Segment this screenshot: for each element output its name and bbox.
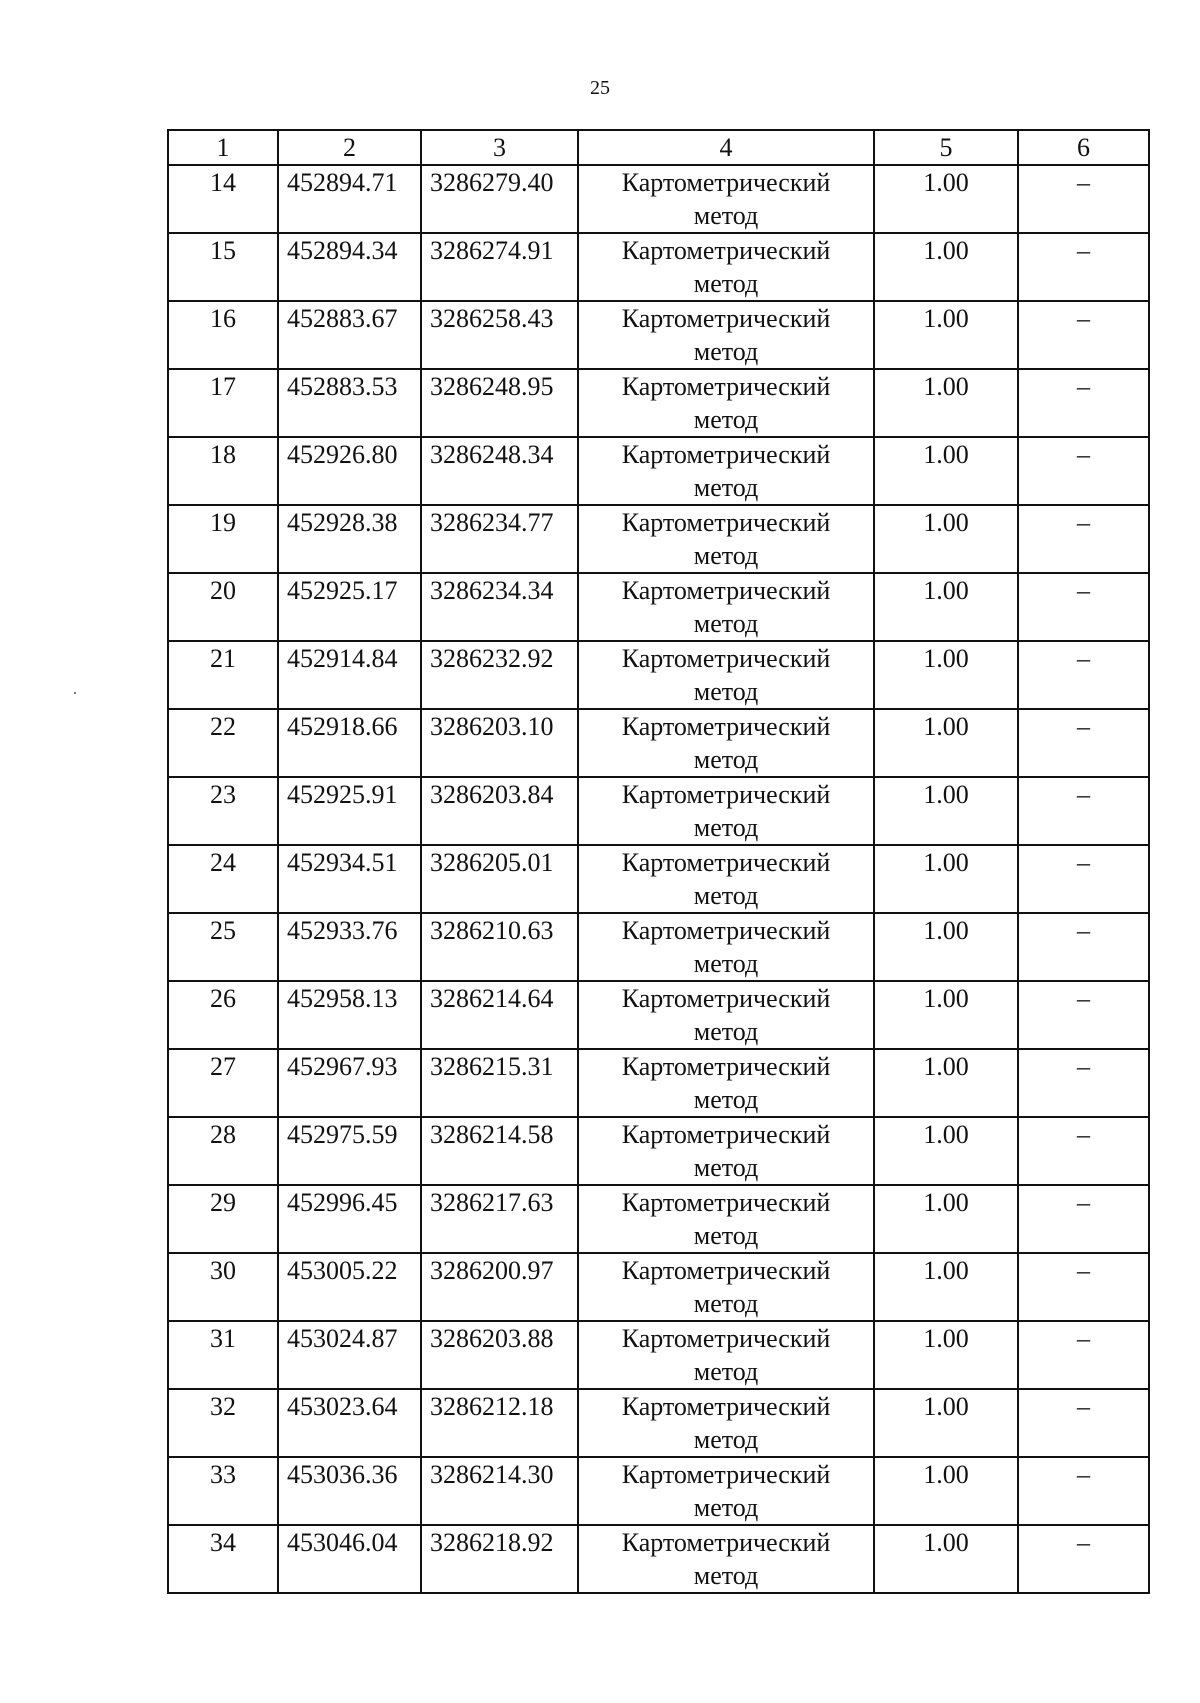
method-line-2: метод — [693, 337, 759, 366]
point-number-cell: 28 — [168, 1117, 278, 1185]
method-cell — [578, 709, 874, 777]
method-cell — [578, 301, 874, 369]
table-row — [168, 301, 1149, 369]
method-line-2: метод — [693, 949, 759, 978]
scan-speck — [74, 692, 76, 694]
method-line-2: метод — [693, 881, 759, 910]
accuracy-cell: 1.00 — [874, 165, 1018, 233]
point-number-cell: 25 — [168, 913, 278, 981]
method-line-2: метод — [693, 1085, 759, 1114]
accuracy-cell: 1.00 — [874, 913, 1018, 981]
table-row — [168, 573, 1149, 641]
method-line-1: Картометрический — [621, 576, 831, 605]
y-coordinate-cell: 3286214.30 — [421, 1457, 578, 1525]
x-coordinate-cell: 452934.51 — [278, 845, 421, 913]
note-cell: – — [1018, 369, 1149, 437]
note-cell: – — [1018, 845, 1149, 913]
x-coordinate-cell: 452925.91 — [278, 777, 421, 845]
note-cell: – — [1018, 1049, 1149, 1117]
method-line-1: Картометрический — [621, 168, 831, 197]
y-coordinate-cell: 3286279.40 — [421, 165, 578, 233]
note-cell: – — [1018, 1253, 1149, 1321]
note-cell: – — [1018, 301, 1149, 369]
method-line-1: Картометрический — [621, 1052, 831, 1081]
method-cell — [578, 505, 874, 573]
method-cell — [578, 1185, 874, 1253]
method-cell — [578, 845, 874, 913]
note-cell: – — [1018, 641, 1149, 709]
coordinates-table — [167, 129, 1150, 1594]
table-row — [168, 1253, 1149, 1321]
accuracy-cell: 1.00 — [874, 301, 1018, 369]
accuracy-cell: 1.00 — [874, 573, 1018, 641]
x-coordinate-cell: 452958.13 — [278, 981, 421, 1049]
note-cell: – — [1018, 777, 1149, 845]
method-line-2: метод — [693, 1289, 759, 1318]
method-line-2: метод — [693, 473, 759, 502]
x-coordinate-cell: 452883.53 — [278, 369, 421, 437]
method-cell — [578, 1117, 874, 1185]
accuracy-cell: 1.00 — [874, 1321, 1018, 1389]
method-line-1: Картометрический — [621, 236, 831, 265]
x-coordinate-cell: 453005.22 — [278, 1253, 421, 1321]
x-coordinate-cell: 453036.36 — [278, 1457, 421, 1525]
method-line-1: Картометрический — [621, 372, 831, 401]
y-coordinate-cell: 3286232.92 — [421, 641, 578, 709]
point-number-cell: 15 — [168, 233, 278, 301]
note-cell: – — [1018, 1185, 1149, 1253]
method-line-2: метод — [693, 541, 759, 570]
note-cell: – — [1018, 1389, 1149, 1457]
note-cell: – — [1018, 1321, 1149, 1389]
header-cell: 2 — [278, 130, 421, 165]
method-line-2: метод — [693, 405, 759, 434]
table-row — [168, 1389, 1149, 1457]
point-number-cell: 23 — [168, 777, 278, 845]
accuracy-cell: 1.00 — [874, 1049, 1018, 1117]
method-line-2: метод — [693, 677, 759, 706]
y-coordinate-cell: 3286203.88 — [421, 1321, 578, 1389]
method-line-1: Картометрический — [621, 984, 831, 1013]
method-cell — [578, 437, 874, 505]
y-coordinate-cell: 3286203.10 — [421, 709, 578, 777]
method-line-2: метод — [693, 269, 759, 298]
y-coordinate-cell: 3286248.34 — [421, 437, 578, 505]
method-cell — [578, 981, 874, 1049]
method-cell — [578, 1253, 874, 1321]
x-coordinate-cell: 453024.87 — [278, 1321, 421, 1389]
method-cell — [578, 1321, 874, 1389]
accuracy-cell: 1.00 — [874, 641, 1018, 709]
point-number-cell: 30 — [168, 1253, 278, 1321]
method-cell — [578, 1049, 874, 1117]
note-cell: – — [1018, 233, 1149, 301]
method-line-1: Картометрический — [621, 1528, 831, 1557]
method-line-1: Картометрический — [621, 848, 831, 877]
method-line-2: метод — [693, 201, 759, 230]
point-number-cell: 18 — [168, 437, 278, 505]
method-line-2: метод — [693, 1221, 759, 1250]
table-row — [168, 505, 1149, 573]
point-number-cell: 26 — [168, 981, 278, 1049]
page-number: 25 — [590, 77, 610, 99]
method-line-1: Картометрический — [621, 304, 831, 333]
method-cell — [578, 1525, 874, 1593]
table-row — [168, 845, 1149, 913]
method-line-1: Картометрический — [621, 712, 831, 741]
note-cell: – — [1018, 1525, 1149, 1593]
y-coordinate-cell: 3286274.91 — [421, 233, 578, 301]
point-number-cell: 19 — [168, 505, 278, 573]
y-coordinate-cell: 3286215.31 — [421, 1049, 578, 1117]
accuracy-cell: 1.00 — [874, 1389, 1018, 1457]
note-cell: – — [1018, 913, 1149, 981]
point-number-cell: 16 — [168, 301, 278, 369]
method-line-1: Картометрический — [621, 440, 831, 469]
y-coordinate-cell: 3286205.01 — [421, 845, 578, 913]
point-number-cell: 20 — [168, 573, 278, 641]
x-coordinate-cell: 452883.67 — [278, 301, 421, 369]
method-line-1: Картометрический — [621, 1256, 831, 1285]
table-row — [168, 777, 1149, 845]
header-cell: 5 — [874, 130, 1018, 165]
accuracy-cell: 1.00 — [874, 233, 1018, 301]
method-cell — [578, 165, 874, 233]
method-cell — [578, 573, 874, 641]
y-coordinate-cell: 3286212.18 — [421, 1389, 578, 1457]
method-cell — [578, 1457, 874, 1525]
table-row — [168, 437, 1149, 505]
y-coordinate-cell: 3286234.34 — [421, 573, 578, 641]
x-coordinate-cell: 452996.45 — [278, 1185, 421, 1253]
point-number-cell: 24 — [168, 845, 278, 913]
point-number-cell: 17 — [168, 369, 278, 437]
y-coordinate-cell: 3286210.63 — [421, 913, 578, 981]
note-cell: – — [1018, 437, 1149, 505]
method-line-1: Картометрический — [621, 1324, 831, 1353]
accuracy-cell: 1.00 — [874, 1117, 1018, 1185]
method-line-2: метод — [693, 1561, 759, 1590]
accuracy-cell: 1.00 — [874, 981, 1018, 1049]
method-line-2: метод — [693, 1493, 759, 1522]
table-row — [168, 1321, 1149, 1389]
y-coordinate-cell: 3286214.64 — [421, 981, 578, 1049]
method-line-2: метод — [693, 609, 759, 638]
table-row — [168, 1049, 1149, 1117]
table-row — [168, 709, 1149, 777]
method-line-2: метод — [693, 1357, 759, 1386]
note-cell: – — [1018, 1457, 1149, 1525]
table-row — [168, 1525, 1149, 1593]
method-cell — [578, 233, 874, 301]
accuracy-cell: 1.00 — [874, 845, 1018, 913]
method-line-1: Картометрический — [621, 1460, 831, 1489]
point-number-cell: 21 — [168, 641, 278, 709]
accuracy-cell: 1.00 — [874, 1253, 1018, 1321]
accuracy-cell: 1.00 — [874, 369, 1018, 437]
method-line-1: Картометрический — [621, 508, 831, 537]
header-cell: 3 — [421, 130, 578, 165]
accuracy-cell: 1.00 — [874, 505, 1018, 573]
accuracy-cell: 1.00 — [874, 437, 1018, 505]
table-row — [168, 1117, 1149, 1185]
method-cell — [578, 369, 874, 437]
x-coordinate-cell: 452914.84 — [278, 641, 421, 709]
method-line-1: Картометрический — [621, 1188, 831, 1217]
note-cell: – — [1018, 505, 1149, 573]
method-line-1: Картометрический — [621, 916, 831, 945]
accuracy-cell: 1.00 — [874, 1457, 1018, 1525]
note-cell: – — [1018, 1117, 1149, 1185]
accuracy-cell: 1.00 — [874, 709, 1018, 777]
y-coordinate-cell: 3286218.92 — [421, 1525, 578, 1593]
x-coordinate-cell: 452918.66 — [278, 709, 421, 777]
y-coordinate-cell: 3286203.84 — [421, 777, 578, 845]
table-row — [168, 165, 1149, 233]
x-coordinate-cell: 452928.38 — [278, 505, 421, 573]
table-row — [168, 1185, 1149, 1253]
method-cell — [578, 777, 874, 845]
y-coordinate-cell: 3286200.97 — [421, 1253, 578, 1321]
note-cell: – — [1018, 165, 1149, 233]
point-number-cell: 22 — [168, 709, 278, 777]
y-coordinate-cell: 3286217.63 — [421, 1185, 578, 1253]
method-line-1: Картометрический — [621, 644, 831, 673]
method-line-2: метод — [693, 1153, 759, 1182]
point-number-cell: 33 — [168, 1457, 278, 1525]
y-coordinate-cell: 3286214.58 — [421, 1117, 578, 1185]
note-cell: – — [1018, 709, 1149, 777]
x-coordinate-cell: 452925.17 — [278, 573, 421, 641]
note-cell: – — [1018, 981, 1149, 1049]
method-cell — [578, 1389, 874, 1457]
point-number-cell: 31 — [168, 1321, 278, 1389]
x-coordinate-cell: 452894.34 — [278, 233, 421, 301]
x-coordinate-cell: 452926.80 — [278, 437, 421, 505]
method-line-2: метод — [693, 1425, 759, 1454]
method-line-2: метод — [693, 813, 759, 842]
header-cell: 4 — [578, 130, 874, 165]
y-coordinate-cell: 3286248.95 — [421, 369, 578, 437]
method-cell — [578, 913, 874, 981]
point-number-cell: 27 — [168, 1049, 278, 1117]
header-cell: 1 — [168, 130, 278, 165]
table-row — [168, 641, 1149, 709]
table-row — [168, 233, 1149, 301]
y-coordinate-cell: 3286258.43 — [421, 301, 578, 369]
table-row — [168, 1457, 1149, 1525]
header-cell: 6 — [1018, 130, 1149, 165]
method-line-2: метод — [693, 745, 759, 774]
x-coordinate-cell: 452975.59 — [278, 1117, 421, 1185]
table-row — [168, 369, 1149, 437]
method-cell — [578, 641, 874, 709]
method-line-1: Картометрический — [621, 1392, 831, 1421]
accuracy-cell: 1.00 — [874, 1185, 1018, 1253]
note-cell: – — [1018, 573, 1149, 641]
x-coordinate-cell: 453023.64 — [278, 1389, 421, 1457]
method-line-1: Картометрический — [621, 1120, 831, 1149]
point-number-cell: 14 — [168, 165, 278, 233]
y-coordinate-cell: 3286234.77 — [421, 505, 578, 573]
x-coordinate-cell: 452967.93 — [278, 1049, 421, 1117]
accuracy-cell: 1.00 — [874, 777, 1018, 845]
table-row — [168, 981, 1149, 1049]
point-number-cell: 32 — [168, 1389, 278, 1457]
x-coordinate-cell: 453046.04 — [278, 1525, 421, 1593]
method-line-1: Картометрический — [621, 780, 831, 809]
point-number-cell: 29 — [168, 1185, 278, 1253]
point-number-cell: 34 — [168, 1525, 278, 1593]
accuracy-cell: 1.00 — [874, 1525, 1018, 1593]
table-header-row — [168, 130, 1149, 165]
x-coordinate-cell: 452933.76 — [278, 913, 421, 981]
method-line-2: метод — [693, 1017, 759, 1046]
table-row — [168, 913, 1149, 981]
x-coordinate-cell: 452894.71 — [278, 165, 421, 233]
